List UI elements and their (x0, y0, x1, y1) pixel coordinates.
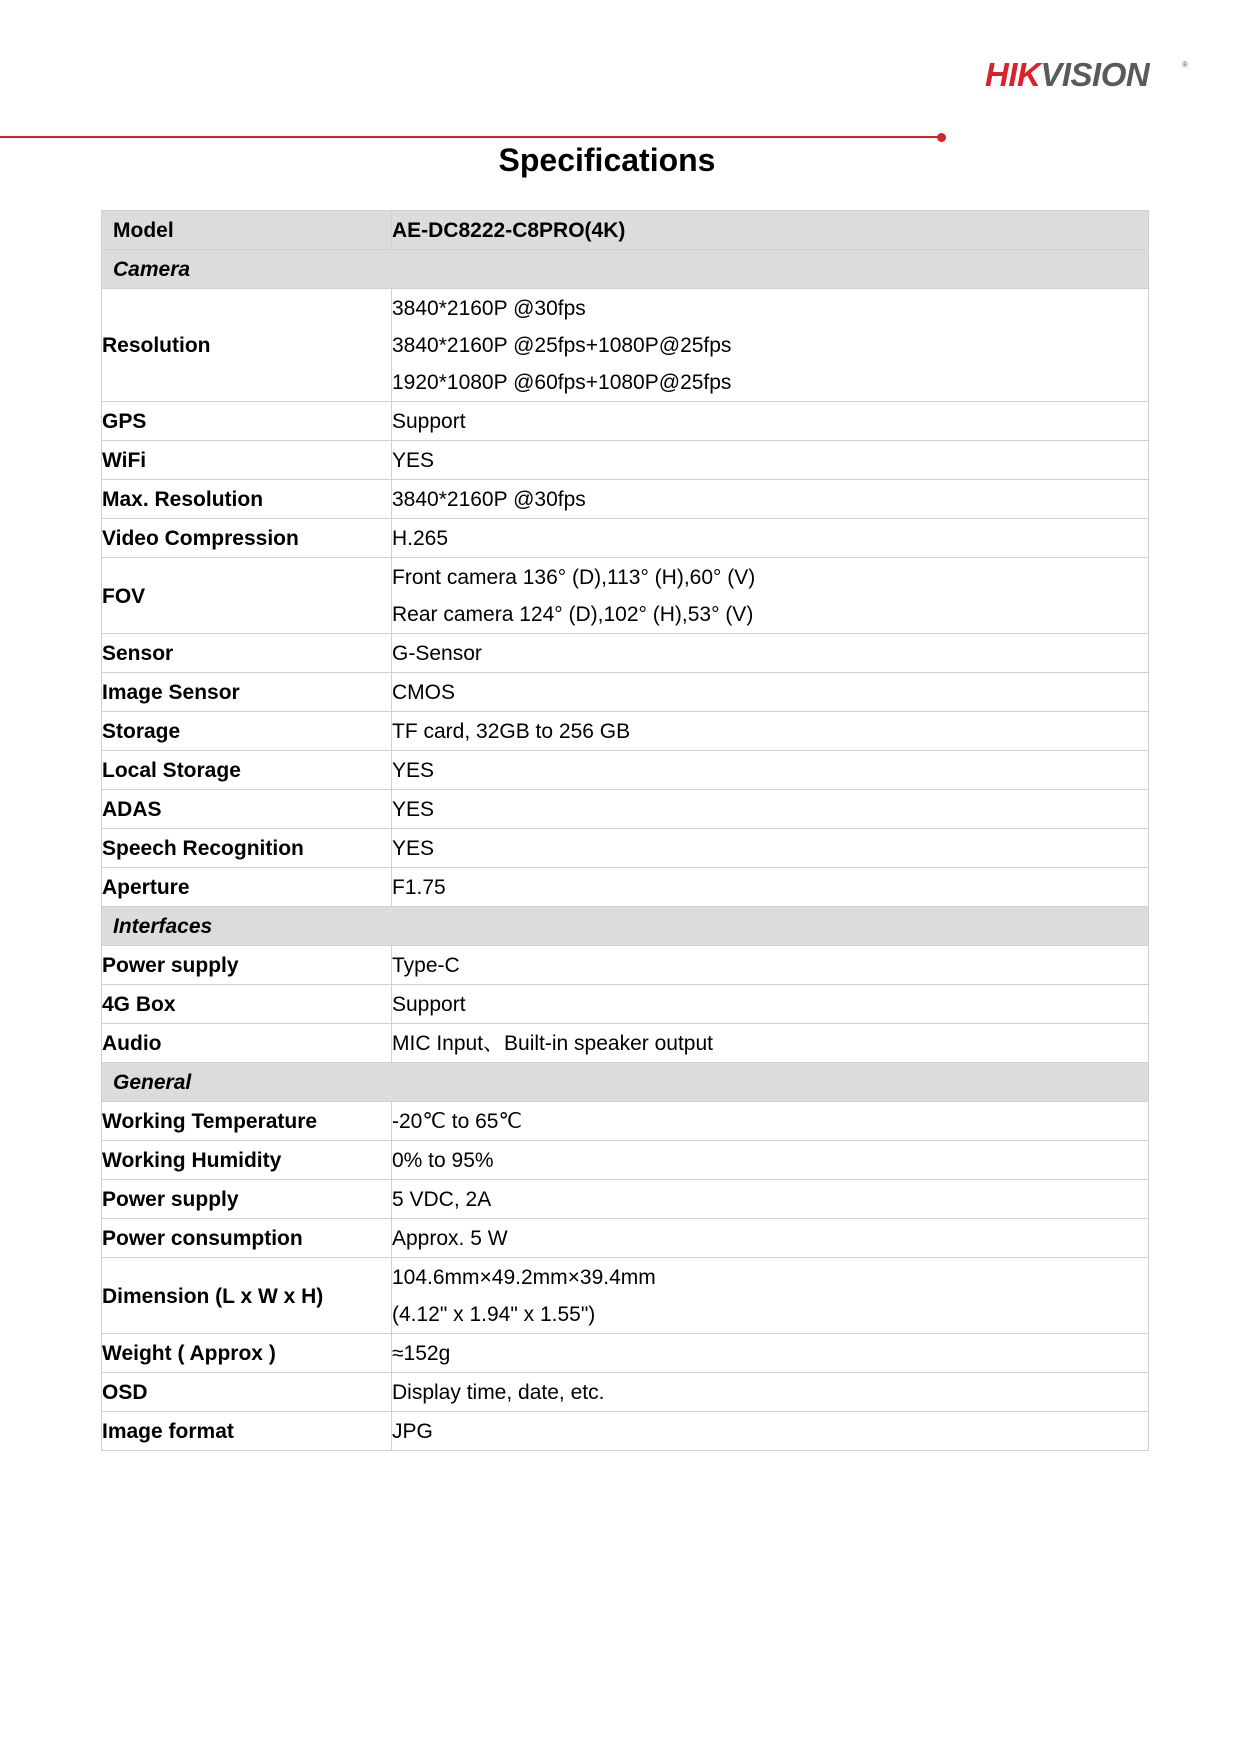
row-label: WiFi (102, 441, 392, 480)
table-row (102, 1219, 1149, 1258)
table-row (102, 519, 1149, 558)
row-value (392, 1258, 1149, 1334)
table-row (102, 712, 1149, 751)
table-row (102, 1102, 1149, 1141)
table-row (102, 634, 1149, 673)
row-label: Sensor (102, 634, 392, 673)
row-label: Image format (102, 1412, 392, 1451)
row-label: OSD (102, 1373, 392, 1412)
table-row (102, 673, 1149, 712)
row-value: JPG (392, 1412, 1149, 1451)
row-label: ADAS (102, 790, 392, 829)
section-interfaces (102, 907, 1149, 946)
model-label: Model (102, 211, 392, 250)
table-header-row (102, 211, 1149, 250)
row-label: Speech Recognition (102, 829, 392, 868)
row-value: H.265 (392, 519, 1149, 558)
section-camera (102, 250, 1149, 289)
section-title-general: General (102, 1063, 1149, 1102)
page-title: Specifications (498, 142, 716, 178)
row-value: 5 VDC, 2A (392, 1180, 1149, 1219)
table-row (102, 829, 1149, 868)
table-row (102, 289, 1149, 402)
row-label: Storage (102, 712, 392, 751)
table-row (102, 1334, 1149, 1373)
row-value: Approx. 5 W (392, 1219, 1149, 1258)
row-value: CMOS (392, 673, 1149, 712)
row-label: Dimension (L x W x H) (102, 1258, 392, 1334)
section-general (102, 1063, 1149, 1102)
row-value: YES (392, 751, 1149, 790)
table-row (102, 751, 1149, 790)
table-row (102, 1024, 1149, 1063)
logo-hik: HIK (985, 56, 1041, 92)
section-title-camera: Camera (102, 250, 1149, 289)
row-value (392, 289, 1149, 402)
row-value: ≈152g (392, 1334, 1149, 1373)
row-label: Power supply (102, 946, 392, 985)
row-value: 0% to 95% (392, 1141, 1149, 1180)
row-label: GPS (102, 402, 392, 441)
row-label: Resolution (102, 289, 392, 402)
table-row (102, 1141, 1149, 1180)
table-row (102, 946, 1149, 985)
row-label: Aperture (102, 868, 392, 907)
row-label: Video Compression (102, 519, 392, 558)
row-label: Weight ( Approx ) (102, 1334, 392, 1373)
row-value: -20℃ to 65℃ (392, 1102, 1149, 1141)
value-line: (4.12" x 1.94" x 1.55") (392, 1303, 596, 1326)
row-value: Display time, date, etc. (392, 1373, 1149, 1412)
table-row (102, 558, 1149, 634)
spec-table (101, 210, 1149, 1451)
row-label: Local Storage (102, 751, 392, 790)
row-label: FOV (102, 558, 392, 634)
row-value: YES (392, 829, 1149, 868)
value-line: Front camera 136° (D),113° (H),60° (V) (392, 566, 756, 589)
header-rule (0, 136, 938, 138)
row-label: Max. Resolution (102, 480, 392, 519)
row-value: YES (392, 441, 1149, 480)
table-row (102, 1180, 1149, 1219)
row-label: Power consumption (102, 1219, 392, 1258)
row-label: Working Temperature (102, 1102, 392, 1141)
table-row (102, 480, 1149, 519)
registered-mark: ® (1182, 60, 1188, 69)
row-value: MIC Input、Built-in speaker output (392, 1024, 1149, 1063)
row-label: Power supply (102, 1180, 392, 1219)
row-value (392, 558, 1149, 634)
value-line: 3840*2160P @25fps+1080P@25fps (392, 334, 732, 357)
row-value: Support (392, 985, 1149, 1024)
row-label: Audio (102, 1024, 392, 1063)
model-value: AE-DC8222-C8PRO(4K) (392, 211, 1149, 250)
logo-vision: VISION (1040, 56, 1150, 92)
row-value: G-Sensor (392, 634, 1149, 673)
value-line: 104.6mm×49.2mm×39.4mm (392, 1266, 656, 1289)
table-row (102, 1258, 1149, 1334)
row-value: 3840*2160P @30fps (392, 480, 1149, 519)
value-line: Rear camera 124° (D),102° (H),53° (V) (392, 603, 754, 626)
table-row (102, 441, 1149, 480)
table-row (102, 1373, 1149, 1412)
section-title-interfaces: Interfaces (102, 907, 1149, 946)
row-label: Image Sensor (102, 673, 392, 712)
row-label: Working Humidity (102, 1141, 392, 1180)
row-value: YES (392, 790, 1149, 829)
hikvision-logo (985, 56, 1195, 92)
row-value: Type-C (392, 946, 1149, 985)
table-row (102, 1412, 1149, 1451)
value-line: 1920*1080P @60fps+1080P@25fps (392, 371, 732, 394)
row-value: F1.75 (392, 868, 1149, 907)
row-label: 4G Box (102, 985, 392, 1024)
table-row (102, 985, 1149, 1024)
table-row (102, 790, 1149, 829)
table-row (102, 868, 1149, 907)
svg-text:HIKVISION (985, 56, 1151, 92)
hikvision-logo-mark (985, 56, 1195, 92)
row-value: Support (392, 402, 1149, 441)
value-line: 3840*2160P @30fps (392, 297, 586, 320)
table-row (102, 402, 1149, 441)
row-value: TF card, 32GB to 256 GB (392, 712, 1149, 751)
